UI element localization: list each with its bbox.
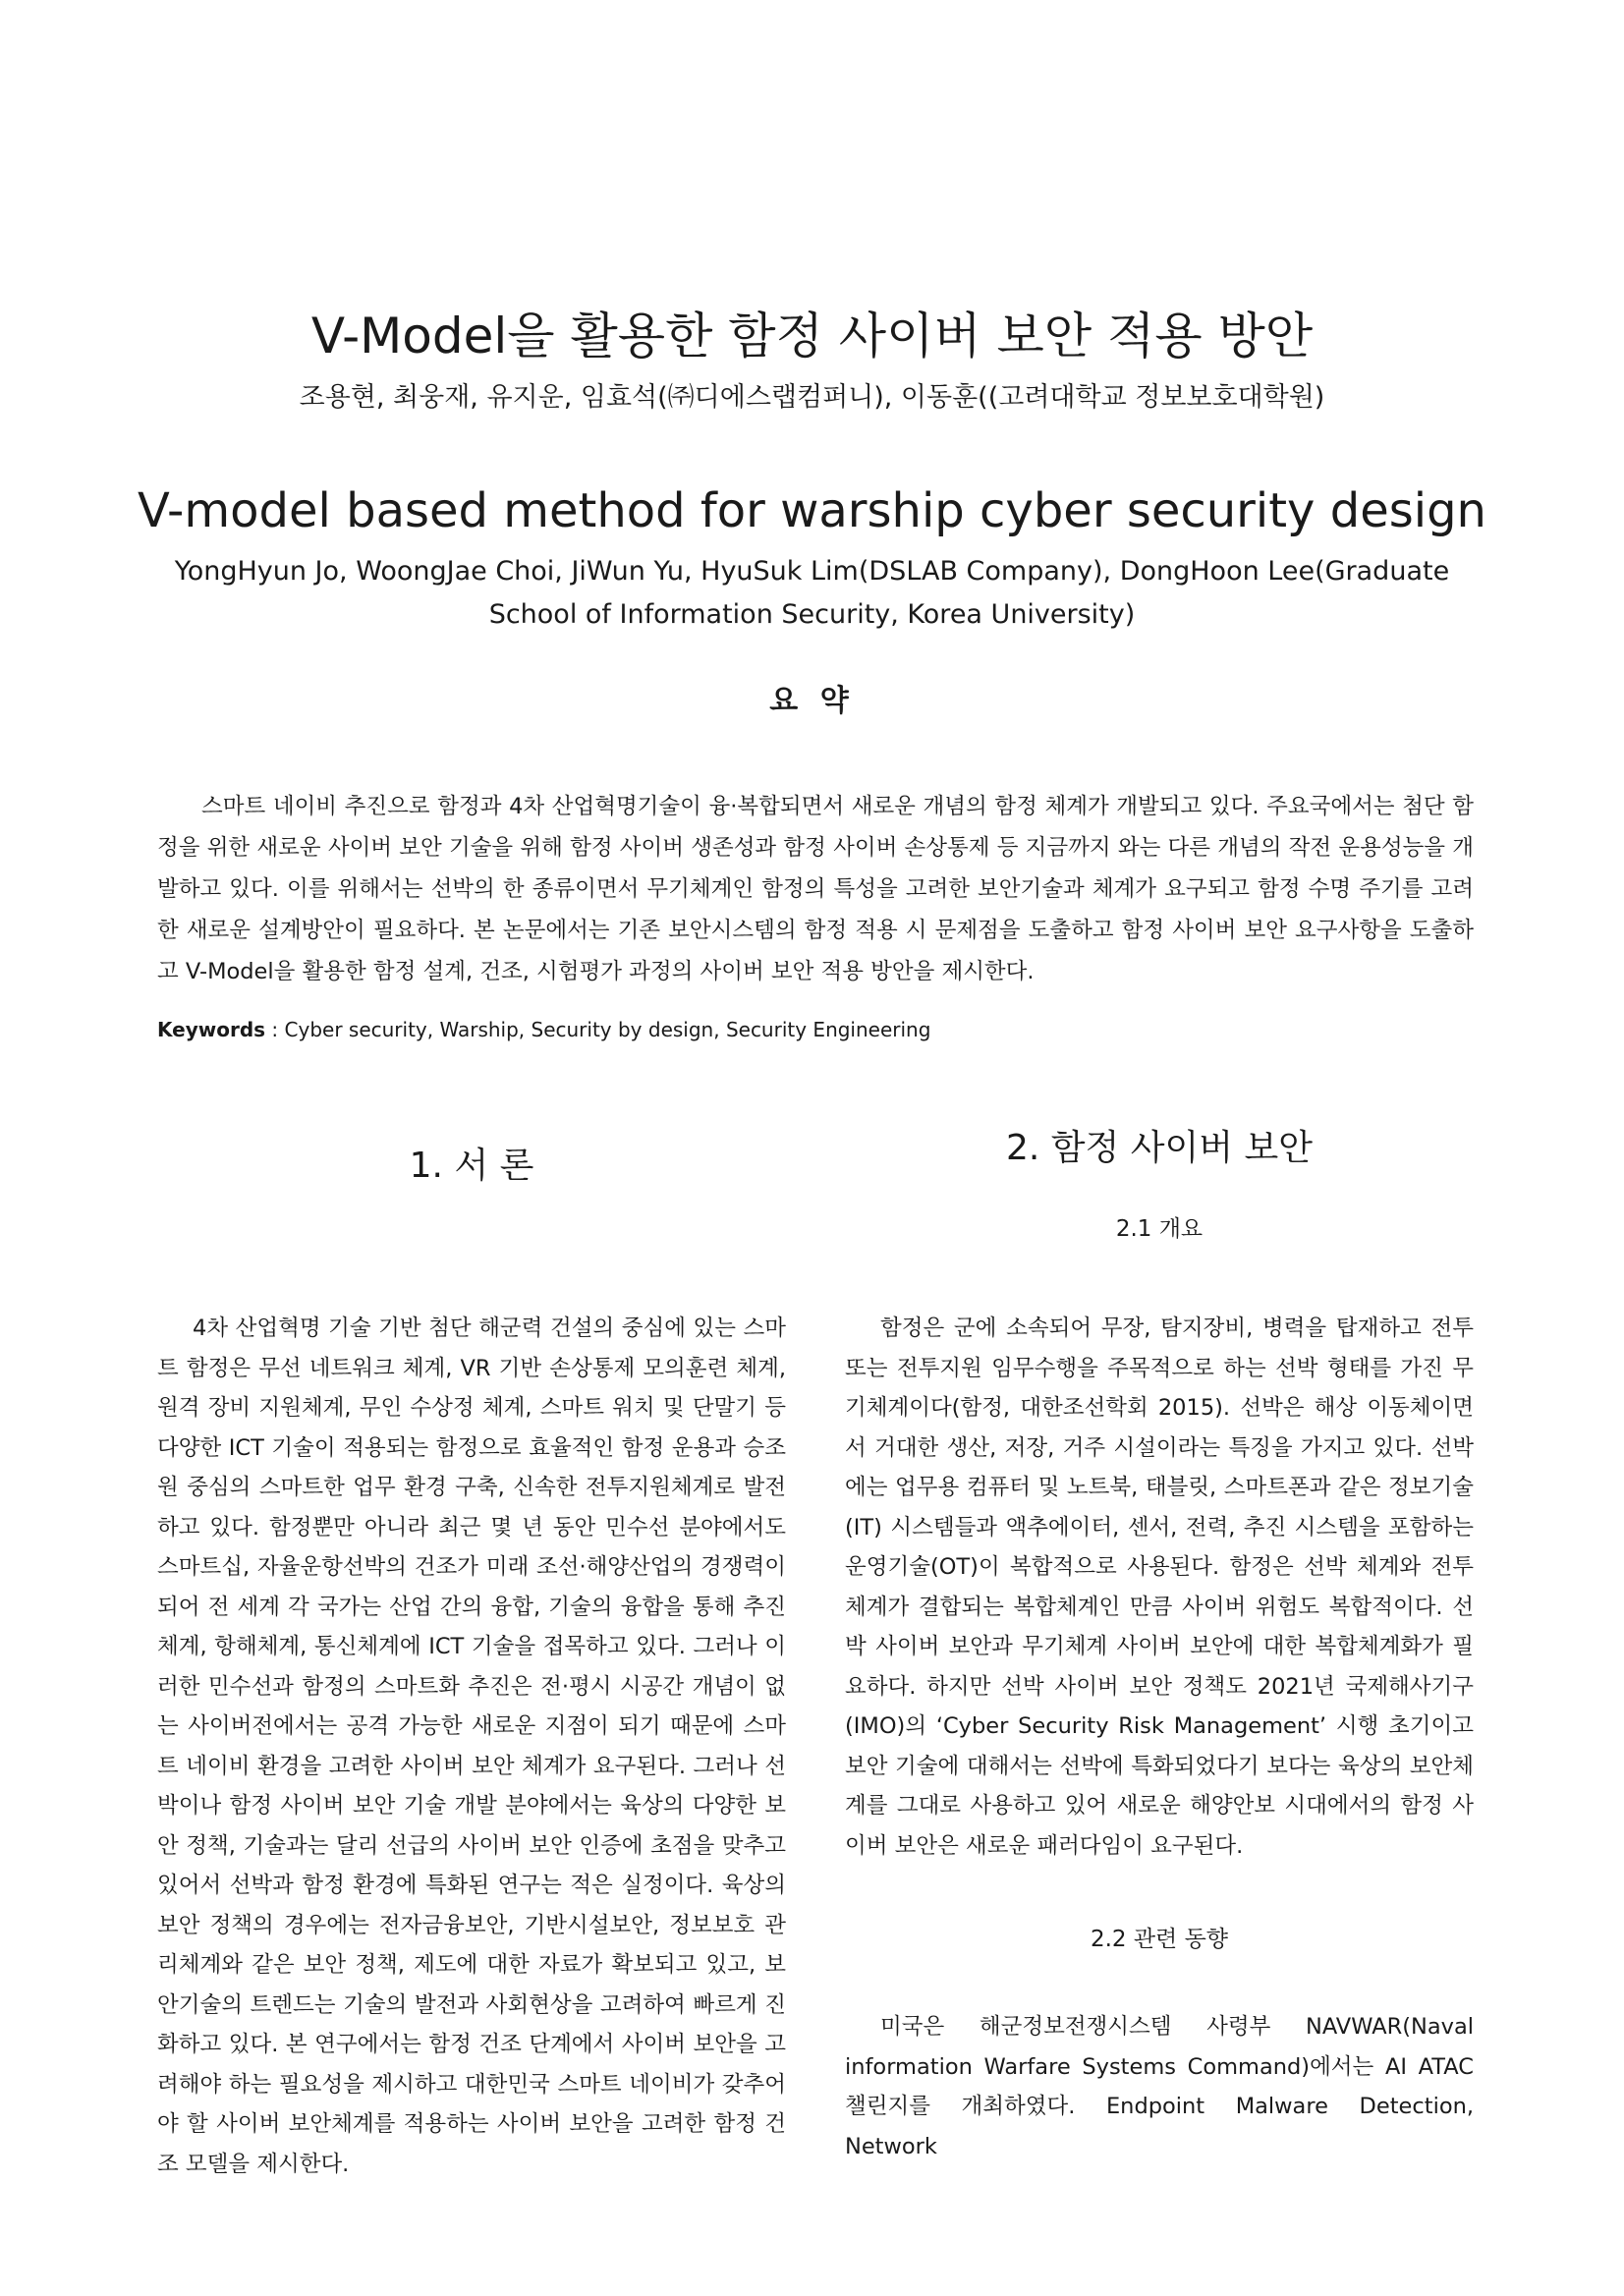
section-2-heading: 2. 함정 사이버 보안 [1005,1128,1314,1168]
english-title: V-model based method for warship cyber security design [138,483,1486,538]
abstract-heading: 요 약 [769,684,855,718]
korean-authors: 조용현, 최웅재, 유지운, 임효석(㈜디에스랩컴퍼니), 이동훈((고려대학교 정보보호대학원) [299,382,1325,413]
left-column [157,1120,786,2184]
section-1-body: 4차 산업혁명 기술 기반 첨단 해군력 건설의 중심에 있는 스마트 함정은 무선 네트워크 체계, VR 기반 손상통제 모의훈련 체계, 원격 장비 지원체계, 무인 수상정 체계, 스마트 워치 및 단말기 등 다양한 ICT 기술이 적용되는 함정으로 효율적인 함정 운용과 승조원 중심의 스마트한 업무 환경 구축, 신속한 전투지원체계로 발전하고 있다. 함정뿐만 아니라 최근 몇 년 동안 민수선 분야에서도 스마트십, 자율운항선박의 건조가 미래 조선·해양산업의 경쟁력이 되어 전 세계 각 국가는 산업 간의 융합, 기술의 융합을 통해 추진체계, 항해체계, 통신체계에 ICT 기술을 접목하고 있다. 그러나 이러한 민수선과 함정의 스마트화 추진은 전·평시 시공간 개념이 없는 사이버전에서는 공격 가능한 새로운 지점이 되기 때문에 스마트 네이비 환경을 고려한 사이버 보안 체계가 요구된다. 그러나 선박이나 함정 사이버 보안 기술 개발 분야에서는 육상의 다양한 보안 정책, 기술과는 달리 선급의 사이버 보안 인증에 초점을 맞추고 있어서 선박과 함정 환경에 특화된 연구는 적은 실정이다. 육상의 보안 정책의 경우에는 전자금융보안, 기반시설보안, 정보보호 관리체계와 같은 보안 정책, 제도에 대한 자료가 확보되고 있고, 보안기술의 트렌드는 기술의 발전과 사회현상을 고려하여 빠르게 진화하고 있다. 본 연구에서는 함정 건조 단계에서 사이버 보안을 고려해야 하는 필요성을 제시하고 대한민국 스마트 네이비가 갖추어야 할 사이버 보안체계를 적용하는 사이버 보안을 고려한 함정 건조 모델을 제시한다. [157,1316,786,2177]
subsection-2-1-body: 함정은 군에 소속되어 무장, 탐지장비, 병력을 탑재하고 전투 또는 전투지원 임무수행을 주목적으로 하는 선박 형태를 가진 무기체계이다(함정, 대한조선학회 2015). 선박은 해상 이동체이면서 거대한 생산, 저장, 거주 시설이라는 특징을 가지고 있다. 선박에는 업무용 컴퓨터 및 노트북, 태블릿, 스마트폰과 같은 정보기술(IT) 시스템들과 액추에이터, 센서, 전력, 추진 시스템을 포함하는 운영기술(OT)이 복합적으로 사용된다. 함정은 선박 체계와 전투체계가 결합되는 복합체계인 만큼 사이버 위험도 복합적이다. 선박 사이버 보안과 무기체계 사이버 보안에 대한 복합체계화가 필요하다. 하지만 선박 사이버 보안 정책도 2021년 국제해사기구(IMO)의 ‘Cyber Security Risk Management’ 시행 초기이고 보안 기술에 대해서는 선박에 특화되었다기 보다는 육상의 보안체계를 그대로 사용하고 있어 새로운 해양안보 시대에서의 함정 사이버 보안은 새로운 패러다임이 요구된다. [845,1316,1474,1859]
right-column [845,1120,1474,2166]
subsection-2-2-heading: 2.2 관련 동향 [1090,1927,1229,1952]
section-1-heading: 1. 서 론 [409,1146,534,1186]
keywords-separator: : [265,1018,285,1041]
english-authors: YongHyun Jo, WoongJae Choi, JiWun Yu, HyuSuk Lim(DSLAB Company), DongHoon Lee(Graduate School of Information Security, Korea University) [174,556,1450,630]
keywords-text: Cyber security, Warship, Security by design, Security Engineering [284,1018,931,1041]
subsection-2-1-heading: 2.1 개요 [1115,1216,1204,1242]
keywords-line [157,1018,1474,1041]
abstract-body: 스마트 네이비 추진으로 함정과 4차 산업혁명기술이 융·복합되면서 새로운 개념의 함정 체계가 개발되고 있다. 주요국에서는 첨단 함정을 위한 새로운 사이버 보안 기술을 위해 함정 사이버 생존성과 함정 사이버 손상통제 등 지금까지 와는 다른 개념의 작전 운용성능을 개발하고 있다. 이를 위해서는 선박의 한 종류이면서 무기체계인 함정의 특성을 고려한 보안기술과 체계가 요구되고 함정 수명 주기를 고려한 새로운 설계방안이 필요하다. 본 논문에서는 기존 보안시스템의 함정 적용 시 문제점을 도출하고 함정 사이버 보안 요구사항을 도출하고 V-Model을 활용한 함정 설계, 건조, 시험평가 과정의 사이버 보안 적용 방안을 제시한다. [157,794,1474,984]
korean-title: V-Model을 활용한 함정 사이버 보안 적용 방안 [310,308,1314,364]
subsection-2-2-body: 미국은 해군정보전쟁시스템 사령부 NAVWAR(Naval information Warfare Systems Command)에서는 AI ATAC 챌린지를 개최하였다. Endpoint Malware Detection, Network [845,2014,1474,2159]
keywords-label: Keywords [157,1018,266,1041]
